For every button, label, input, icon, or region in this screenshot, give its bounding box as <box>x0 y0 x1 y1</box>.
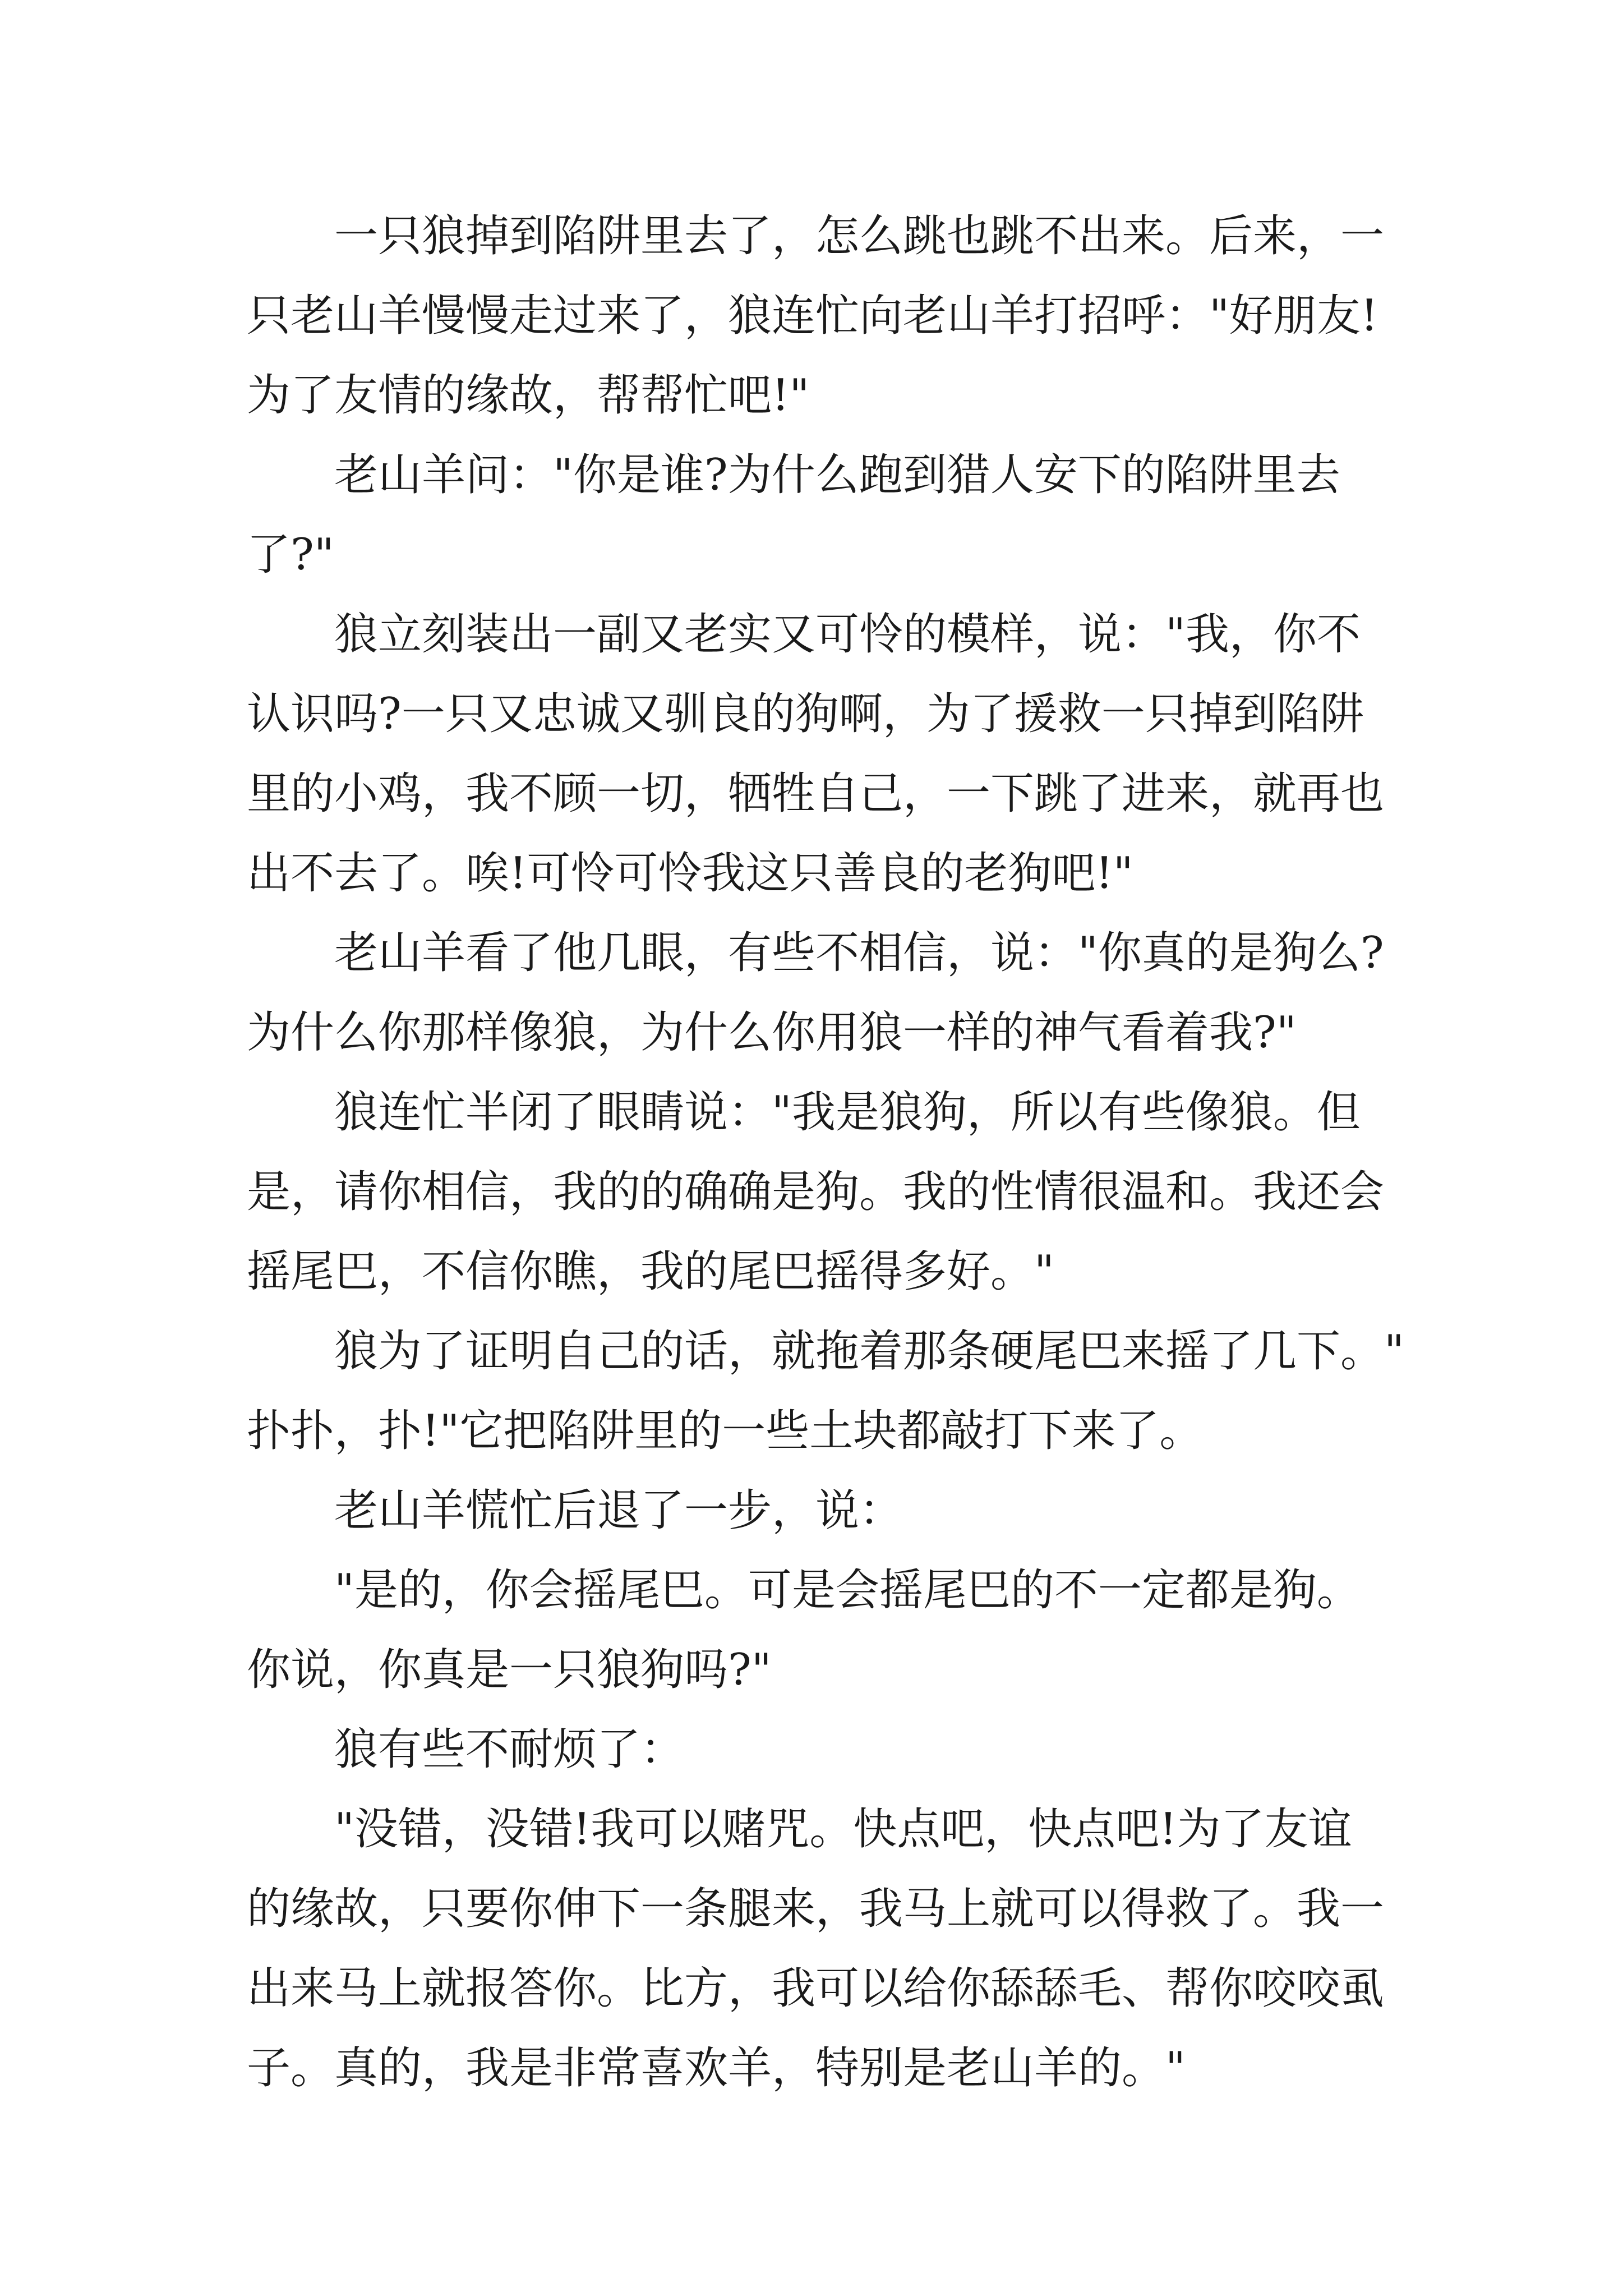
text-line: 狼连忙半闭了眼睛说："我是狼狗，所以有些像狼。但 <box>334 1087 1361 1138</box>
text-line: 子。真的，我是非常喜欢羊，特别是老山羊的。" <box>247 2043 1186 2093</box>
text-line: 摇尾巴，不信你瞧，我的尾巴摇得多好。" <box>247 1246 1054 1297</box>
text-line: 为了友情的缘故，帮帮忙吧!" <box>247 370 810 421</box>
text-line: 的缘故，只要你伸下一条腿来，我马上就可以得救了。我一 <box>247 1884 1385 1934</box>
text-line: 狼有些不耐烦了： <box>334 1724 685 1775</box>
text-line: 老山羊看了他几眼，有些不相信，说："你真的是狗么? <box>334 928 1384 978</box>
text-line: "没错，没错!我可以赌咒。快点吧，快点吧!为了友谊 <box>334 1804 1352 1855</box>
story-text <box>247 196 1404 2108</box>
text-line: 出来马上就报答你。比方，我可以给你舔舔毛、帮你咬咬虱 <box>247 1963 1385 2014</box>
text-line: 出不去了。唉!可怜可怜我这只善良的老狗吧!" <box>247 848 1133 899</box>
text-line: 狼为了证明自己的话，就拖着那条硬尾巴来摇了几下。" <box>334 1326 1404 1377</box>
text-line: 认识吗?一只又忠诚又驯良的狗啊，为了援救一只掉到陷阱 <box>247 689 1364 739</box>
text-line: 为什么你那样像狼，为什么你用狼一样的神气看着我?" <box>247 1007 1297 1058</box>
text-line: 狼立刻装出一副又老实又可怜的模样，说："我，你不 <box>334 609 1361 660</box>
text-line: 了?" <box>247 530 334 580</box>
text-line: "是的，你会摇尾巴。可是会摇尾巴的不一定都是狗。 <box>334 1565 1361 1616</box>
text-line: 老山羊慌忙后退了一步，说： <box>334 1485 903 1536</box>
text-line: 一只狼掉到陷阱里去了，怎么跳也跳不出来。后来，一 <box>334 211 1385 261</box>
text-line: 你说，你真是一只狼狗吗?" <box>247 1645 772 1695</box>
text-line: 扑扑，扑!"它把陷阱里的一些土块都敲打下来了。 <box>247 1406 1204 1456</box>
text-line: 是，请你相信，我的的确确是狗。我的性情很温和。我还会 <box>247 1167 1385 1217</box>
text-line: 只老山羊慢慢走过来了，狼连忙向老山羊打招呼："好朋友! <box>247 291 1378 341</box>
text-line: 里的小鸡，我不顾一切，牺牲自己，一下跳了进来，就再也 <box>247 769 1385 819</box>
text-line: 老山羊问："你是谁?为什么跑到猎人安下的陷阱里去 <box>334 450 1340 500</box>
